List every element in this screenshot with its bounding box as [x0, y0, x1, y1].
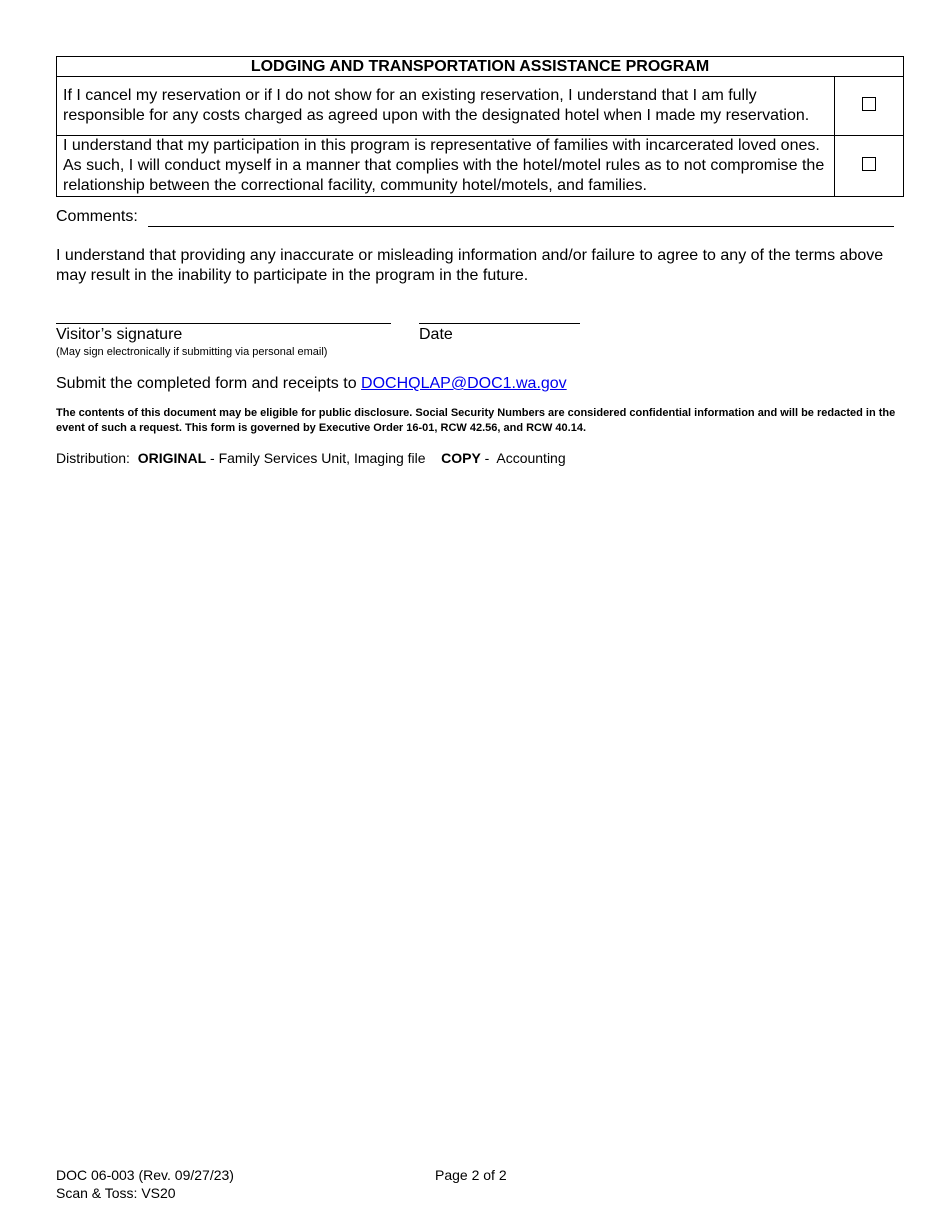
original-label: ORIGINAL	[137, 450, 207, 466]
program-terms-table	[56, 56, 904, 197]
acknowledgement-text: I understand that providing any inaccurate or misleading information and/or failure to agree to any of the terms above may result in the inability to participate in the program in the future.	[56, 247, 884, 284]
comments-label: Comments:	[56, 208, 138, 225]
disclosure-notice: The contents of this document may be eligible for public disclosure. Social Security Numbers are considered confidential information and will be redacted in the event of such a request. This form is governed by Executive Order 16-01, RCW 42.56, and RCW 40.14.	[56, 407, 896, 434]
conduct-term-text: I understand that my participation in this program is representative of families with incarcerated loved ones. As such, I will conduct myself in a manner that complies with the hotel/motel rules as to not compromise the relationship between the correctional facility, community hotel/motels, and families.	[57, 136, 835, 197]
distribution-label: Distribution:	[56, 450, 138, 466]
submit-instructions	[56, 374, 567, 393]
copy-recipient: - Accounting	[480, 450, 566, 466]
submit-text: Submit the completed form and receipts to	[56, 375, 362, 392]
cancellation-term-checkbox[interactable]	[862, 97, 876, 111]
date-field[interactable]	[419, 323, 580, 324]
visitor-signature-field[interactable]	[56, 323, 391, 324]
page-number: Page 2 of 2	[435, 1167, 507, 1183]
conduct-term-checkbox[interactable]	[862, 157, 876, 171]
table-row	[57, 136, 904, 197]
comments-row	[56, 207, 894, 227]
original-recipient: - Family Services Unit, Imaging file	[206, 450, 442, 466]
cancellation-term-text: If I cancel my reservation or if I do not show for an existing reservation, I understand that I am fully responsible for any costs charged as agreed upon with the designated hotel when I made my reservation.	[57, 77, 835, 136]
signature-note: (May sign electronically if submitting via personal email)	[56, 346, 328, 358]
table-title: LODGING AND TRANSPORTATION ASSISTANCE PROGRAM	[57, 57, 904, 77]
date-label: Date	[419, 326, 453, 343]
footer-form-info	[56, 1166, 234, 1202]
submit-email-link[interactable]: DOCHQLAP@DOC1.wa.gov	[361, 375, 567, 392]
comments-field[interactable]	[148, 209, 894, 227]
retention-schedule: Scan & Toss: VS20	[56, 1185, 176, 1201]
copy-label: COPY	[441, 450, 481, 466]
form-id: DOC 06-003 (Rev. 09/27/23)	[56, 1167, 234, 1183]
distribution-line	[56, 450, 566, 467]
visitor-signature-label: Visitor’s signature	[56, 326, 183, 343]
table-row	[57, 77, 904, 136]
